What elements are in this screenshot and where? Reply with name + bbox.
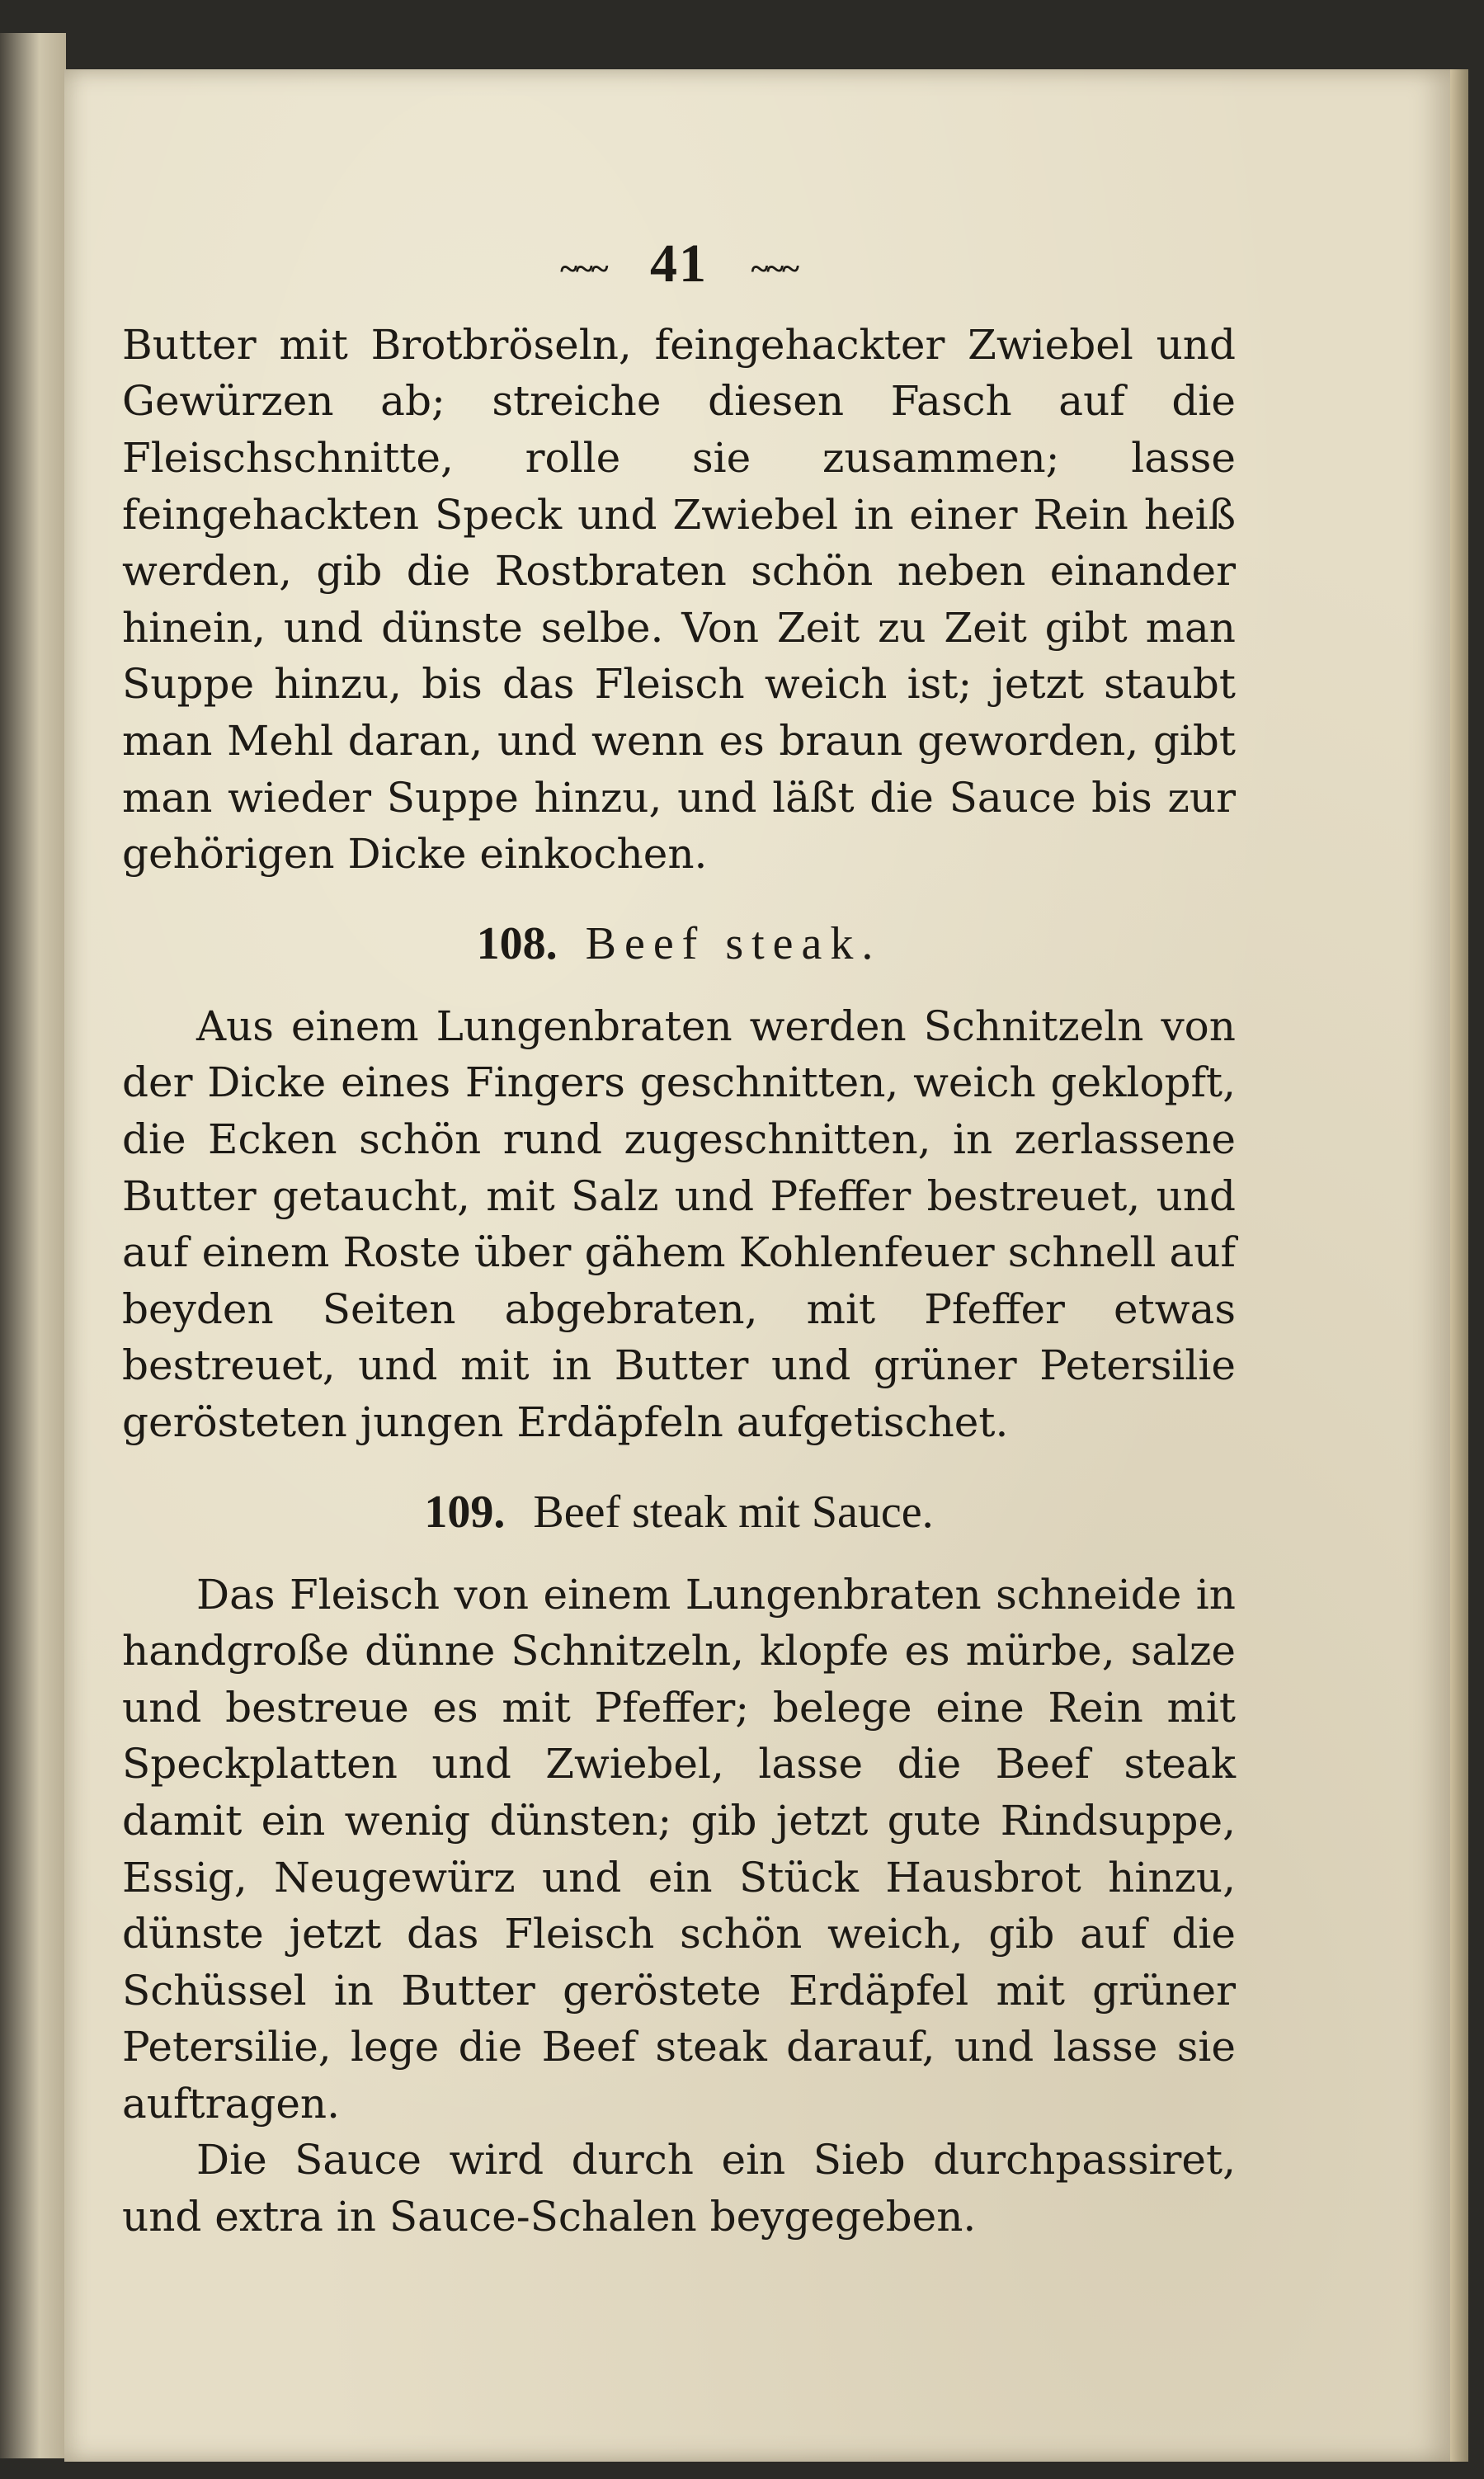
recipe-body-108: Aus einem Lungenbraten werden Schnitzeln von der Dicke eines Fingers geschnitten, weich geklopft, die Ecken schön rund zugeschnitten, in zerlassene Butter getaucht, mit Salz und Pfeffer bestreuet, und auf einem Roste über gähem Kohlenfeuer schnell auf beyden Seiten abgebraten, mit Pfeffer etwas bestreuet, und mit in Butter und grüner Petersilie gerösteten jungen Erdäpfeln aufgetischet. <box>122 1001 1236 1446</box>
ornament-right: ~~~ <box>751 249 798 287</box>
text-block <box>122 231 1236 2246</box>
recipe-number-109: 109. <box>424 1486 506 1538</box>
page-header <box>122 231 1236 302</box>
previous-page-edge <box>0 33 66 2458</box>
recipe-title-109: Beef steak mit Sauce. <box>533 1486 934 1538</box>
book-page <box>64 69 1450 2462</box>
recipe-body-109-part1: Das Fleisch von einem Lungenbraten schneide in handgroße dünne Schnitzeln, klopfe es mürbe, salze und bestreue es mit Pfeffer; belege eine Rein mit Speckplatten und Zwiebel, lasse die Beef steak damit ein wenig dünsten; gib jetzt gute Rindsuppe, Essig, Neugewürz und ein Stück Hausbrot hinzu, dünste jetzt das Fleisch schön weich, gib auf die Schüssel in Butter geröstete Erdäpfel mit grüner Petersilie, lege die Beef steak darauf, und lasse sie auftragen. <box>122 1570 1236 2128</box>
recipe-number-108: 108. <box>476 917 558 969</box>
recipe-heading-108 <box>122 914 1236 973</box>
page-edge-shadow <box>1450 69 1468 2462</box>
recipe-title-108: Beef steak. <box>585 917 882 969</box>
continuation-paragraph: Butter mit Brotbröseln, feingehackter Zwiebel und Gewürzen ab; streiche diesen Fasch auf die Fleischschnitte, rolle sie zusammen; lasse feingehackten Speck und Zwiebel in einer Rein heiß werden, gib die Rostbraten schön neben einander hinein, und dünste selbe. Von Zeit zu Zeit gibt man Suppe hinzu, bis das Fleisch weich ist; jetzt staubt man Mehl daran, und wenn es braun geworden, gibt man wieder Suppe hinzu, und läßt die Sauce bis zur gehörigen Dicke einkochen. <box>122 320 1236 879</box>
page-number: 41 <box>650 233 708 294</box>
recipe-body-109-part2: Die Sauce wird durch ein Sieb durchpassiret, und extra in Sauce-Schalen beygegeben. <box>122 2136 1236 2241</box>
recipe-heading-109 <box>122 1482 1236 1542</box>
ornament-left: ~~~ <box>560 249 607 287</box>
